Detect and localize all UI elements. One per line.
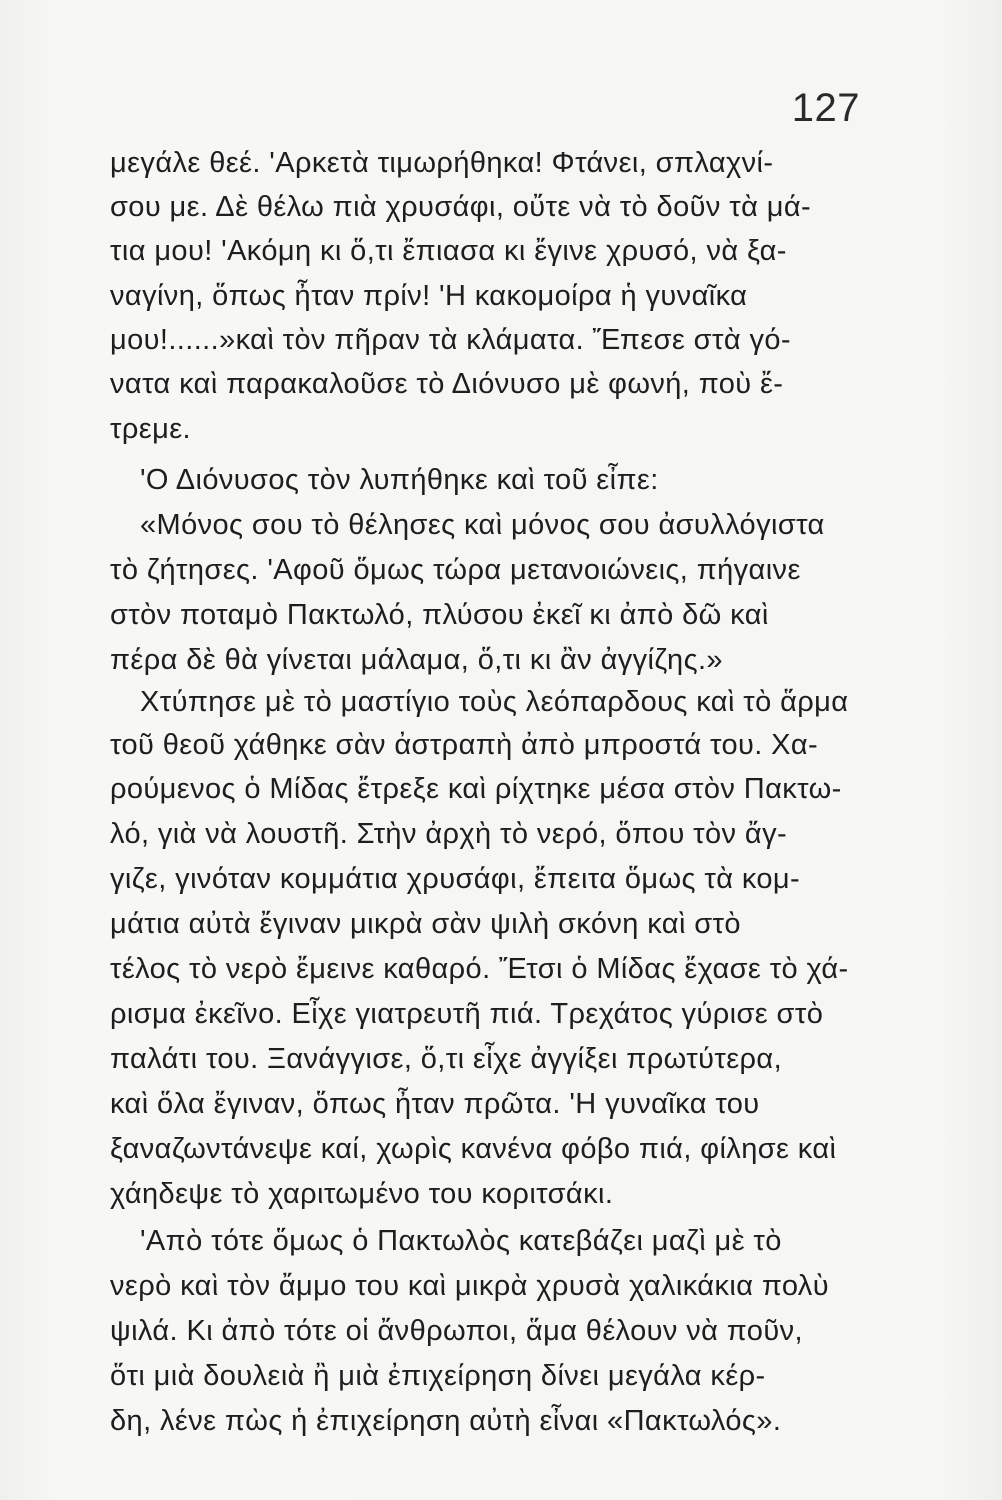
text-line: νερὸ καὶ τὸν ἄμμο του καὶ μικρὰ χρυσὰ χαλικάκια πολὺ — [110, 1270, 829, 1302]
text-line: μου!......»καὶ τὸν πῆραν τὰ κλάματα. Ἔπεσε στὰ γό- — [110, 324, 791, 356]
text-line: παλάτι του. Ξανάγγισε, ὅ,τι εἶχε ἀγγίξει πρωτύτερα, — [110, 1043, 783, 1075]
text-line: ὅτι μιὰ δουλειὰ ἢ μιὰ ἐπιχείρηση δίνει μεγάλα κέρ- — [110, 1360, 766, 1392]
text-line: ψιλά. Κι ἀπὸ τότε οἱ ἄνθρωποι, ἅμα θέλουν νὰ ποῦν, — [110, 1315, 803, 1347]
text-line: γιζε, γινόταν κομμάτια χρυσάφι, ἔπειτα ὅμως τὰ κομ- — [110, 863, 801, 895]
text-line: νατα καὶ παρακαλοῦσε τὸ Διόνυσο μὲ φωνή, ποὺ ἔ- — [110, 368, 784, 400]
text-line: ρισμα ἐκεῖνο. Εἶχε γιατρευτῆ πιά. Τρεχάτος γύρισε στὸ — [110, 998, 824, 1030]
text-line: μεγάλε θεέ. 'Αρκετὰ τιμωρήθηκα! Φτάνει, σπλαχνί- — [110, 147, 774, 179]
page-number: 127 — [791, 86, 860, 130]
text-line: 'Απὸ τότε ὅμως ὁ Πακτωλὸς κατεβάζει μαζὶ μὲ τὸ — [140, 1225, 782, 1257]
text-line: πέρα δὲ θὰ γίνεται μάλαμα, ὅ,τι κι ἂν ἀγγίζης.» — [110, 644, 723, 676]
text-line: Χτύπησε μὲ τὸ μαστίγιο τοὺς λεόπαρδους καὶ τὸ ἅρμα — [140, 686, 849, 718]
text-line: ξαναζωντάνεψε καί, χωρὶς κανένα φόβο πιά, φίλησε καὶ — [110, 1133, 837, 1165]
text-line: τρεμε. — [110, 413, 191, 445]
text-line: «Μόνος σου τὸ θέλησες καὶ μόνος σου ἀσυλλόγιστα — [140, 509, 825, 541]
text-line: σου με. Δὲ θέλω πιὰ χρυσάφι, οὔτε νὰ τὸ δοῦν τὰ μά- — [110, 191, 812, 223]
text-line: τὸ ζήτησες. 'Αφοῦ ὅμως τώρα μετανοιώνεις, πήγαινε — [110, 554, 801, 586]
text-line: μάτια αὐτὰ ἔγιναν μικρὰ σὰν ψιλὴ σκόνη καὶ στὸ — [110, 908, 741, 940]
text-line: τοῦ θεοῦ χάθηκε σὰν ἀστραπὴ ἀπὸ μπροστά του. Χα- — [110, 729, 819, 761]
text-line: τια μου! 'Ακόμη κι ὅ,τι ἔπιασα κι ἔγινε χρυσό, νὰ ξα- — [110, 235, 787, 267]
text-line: χάηδεψε τὸ χαριτωμένο του κοριτσάκι. — [110, 1178, 614, 1210]
text-line: ναγίνη, ὅπως ἦταν πρίν! 'Η κακομοίρα ἡ γυναῖκα — [110, 280, 748, 312]
text-line: στὸν ποταμὸ Πακτωλό, πλύσου ἐκεῖ κι ἀπὸ δῶ καὶ — [110, 599, 769, 631]
text-line: 'Ο Διόνυσος τὸν λυπήθηκε καὶ τοῦ εἶπε: — [140, 464, 659, 496]
text-line: δη, λένε πὼς ἡ ἐπιχείρηση αὐτὴ εἶναι «Πακτωλός». — [110, 1405, 782, 1437]
text-line: λό, γιὰ νὰ λουστῆ. Στὴν ἀρχὴ τὸ νερό, ὅπου τὸν ἄγ- — [110, 818, 788, 850]
text-line: τέλος τὸ νερὸ ἔμεινε καθαρό. Ἔτσι ὁ Μίδας ἔχασε τὸ χά- — [110, 953, 849, 985]
text-line: ρούμενος ὁ Μίδας ἔτρεξε καὶ ρίχτηκε μέσα στὸν Πακτω- — [110, 773, 842, 805]
text-line: καὶ ὅλα ἔγιναν, ὅπως ἦταν πρῶτα. 'Η γυναῖκα του — [110, 1088, 760, 1120]
